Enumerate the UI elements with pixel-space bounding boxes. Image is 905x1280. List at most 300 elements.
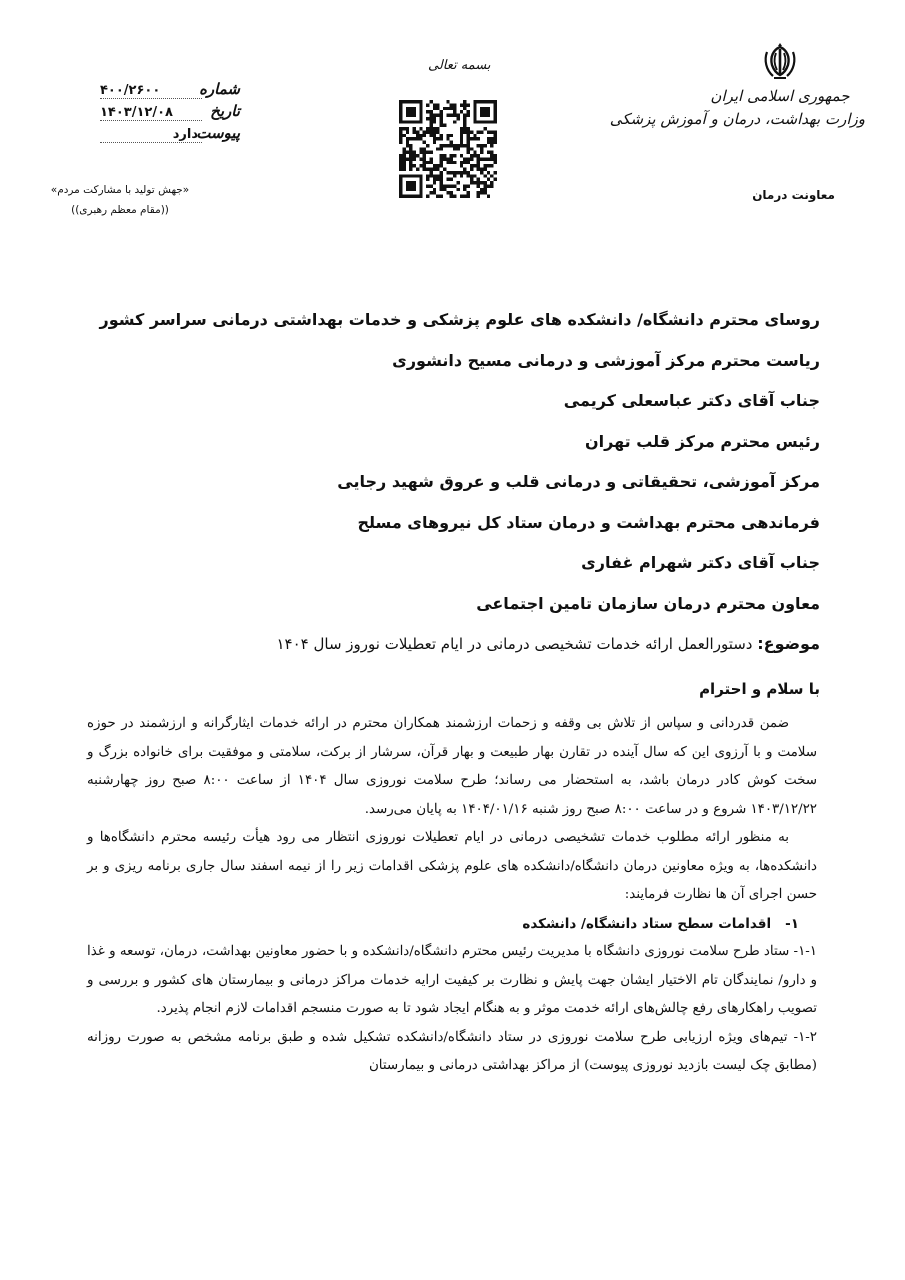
qr-module: [473, 151, 476, 154]
qr-module: [463, 114, 466, 117]
qr-module: [433, 107, 436, 110]
qr-module: [450, 178, 453, 181]
letter-number-row: [100, 80, 240, 102]
qr-module: [406, 151, 409, 154]
qr-module: [460, 130, 463, 133]
qr-module: [490, 130, 493, 133]
qr-module: [487, 151, 490, 154]
qr-module: [409, 144, 412, 147]
qr-module: [453, 154, 456, 157]
qr-module: [467, 137, 470, 140]
qr-module: [413, 154, 416, 157]
qr-module: [463, 103, 466, 106]
qr-module: [436, 178, 439, 181]
qr-module: [413, 164, 416, 167]
qr-module: [494, 157, 497, 160]
qr-module: [460, 137, 463, 140]
letter-date-label: تاریخ: [210, 102, 240, 120]
qr-module: [463, 130, 466, 133]
qr-module: [460, 195, 463, 198]
qr-module: [450, 144, 453, 147]
qr-module: [456, 188, 459, 191]
qr-module: [423, 130, 426, 133]
qr-module: [436, 114, 439, 117]
qr-module: [467, 151, 470, 154]
qr-module: [409, 168, 412, 171]
qr-module: [440, 134, 443, 137]
qr-module: [433, 141, 436, 144]
qr-module: [423, 157, 426, 160]
qr-module: [483, 144, 486, 147]
qr-module: [480, 171, 483, 174]
qr-module: [402, 168, 405, 171]
qr-module: [429, 171, 432, 174]
qr-module: [453, 147, 456, 150]
qr-module: [480, 191, 483, 194]
qr-module: [477, 181, 480, 184]
qr-module: [480, 157, 483, 160]
qr-module: [487, 137, 490, 140]
qr-module: [423, 161, 426, 164]
qr-module: [433, 174, 436, 177]
qr-module: [480, 151, 483, 154]
qr-module: [463, 161, 466, 164]
qr-module: [446, 184, 449, 187]
qr-module: [470, 168, 473, 171]
qr-module: [423, 168, 426, 171]
qr-module: [456, 171, 459, 174]
qr-module: [480, 147, 483, 150]
qr-module: [433, 103, 436, 106]
qr-module: [436, 147, 439, 150]
qr-module: [450, 184, 453, 187]
qr-module: [494, 141, 497, 144]
qr-module: [463, 168, 466, 171]
qr-module: [426, 103, 429, 106]
qr-module: [399, 130, 402, 133]
qr-module: [433, 127, 436, 130]
qr-module: [467, 130, 470, 133]
qr-module: [426, 195, 429, 198]
qr-module: [467, 191, 470, 194]
qr-module: [409, 137, 412, 140]
qr-module: [399, 154, 402, 157]
qr-module: [460, 174, 463, 177]
qr-module: [429, 100, 432, 103]
qr-module: [467, 141, 470, 144]
letter-date-value: ۱۴۰۳/۱۲/۰۸: [100, 105, 202, 121]
section-title: اقدامات سطح ستاد دانشگاه/ دانشکده: [522, 915, 772, 932]
qr-module: [467, 171, 470, 174]
qr-module: [453, 195, 456, 198]
qr-module: [433, 137, 436, 140]
letter-meta: [100, 80, 240, 146]
qr-module: [453, 107, 456, 110]
qr-module: [483, 168, 486, 171]
recipient: جناب آقای دکتر عباسعلی کریمی: [563, 391, 820, 410]
qr-module: [443, 154, 446, 157]
qr-module: [440, 120, 443, 123]
qr-module: [443, 168, 446, 171]
qr-module: [409, 154, 412, 157]
qr-module: [433, 114, 436, 117]
qr-module: [490, 174, 493, 177]
qr-module: [487, 171, 490, 174]
qr-module: [409, 161, 412, 164]
qr-module: [423, 147, 426, 150]
qr-module: [436, 168, 439, 171]
qr-module: [440, 124, 443, 127]
qr-module: [456, 144, 459, 147]
qr-module: [487, 195, 490, 198]
qr-module: [429, 184, 432, 187]
qr-module: [490, 151, 493, 154]
qr-module: [467, 157, 470, 160]
qr-module: [409, 157, 412, 160]
qr-module: [399, 164, 402, 167]
qr-module: [426, 144, 429, 147]
qr-module: [440, 178, 443, 181]
recipient: مرکز آموزشی، تحقیقاتی و درمانی قلب و عروق شهید رجایی: [337, 472, 820, 491]
qr-module: [473, 134, 476, 137]
qr-module: [402, 161, 405, 164]
qr-module: [453, 114, 456, 117]
qr-module: [440, 110, 443, 113]
qr-module: [433, 134, 436, 137]
qr-module: [436, 127, 439, 130]
qr-module: [490, 157, 493, 160]
qr-module: [433, 188, 436, 191]
qr-module: [426, 174, 429, 177]
qr-module: [494, 171, 497, 174]
deputy-office: معاونت درمان: [752, 188, 835, 202]
qr-module: [463, 100, 466, 103]
qr-module: [494, 154, 497, 157]
qr-module: [477, 168, 480, 171]
qr-module: [426, 117, 429, 120]
ministry-name: وزارت بهداشت، درمان و آموزش پزشکی: [609, 110, 865, 128]
qr-module: [426, 168, 429, 171]
qr-module: [460, 164, 463, 167]
qr-module: [429, 191, 432, 194]
qr-module: [413, 137, 416, 140]
qr-module: [473, 137, 476, 140]
list-item: ۱-۲- تیم‌های ویژه ارزیابی طرح سلامت نوروزی در ستاد دانشگاه/دانشکده تشکیل شده و طبق برنامه مشخص به صورت روزانه (مطابق چک لیست بازدید نوروزی پیوست) از مراکز بهداشتی درمانی و بیمارستان: [87, 1029, 817, 1073]
qr-module: [419, 157, 422, 160]
qr-module: [409, 151, 412, 154]
qr-module: [480, 168, 483, 171]
qr-module: [460, 171, 463, 174]
qr-module: [463, 171, 466, 174]
qr-module: [423, 141, 426, 144]
qr-module: [402, 151, 405, 154]
qr-module: [453, 120, 456, 123]
qr-module: [406, 141, 409, 144]
qr-module: [440, 137, 443, 140]
qr-module: [470, 157, 473, 160]
letter-attachment-value: دارد: [100, 127, 202, 143]
qr-module: [416, 137, 419, 140]
qr-module: [446, 178, 449, 181]
qr-module: [406, 157, 409, 160]
qr-module: [433, 178, 436, 181]
qr-module: [470, 164, 473, 167]
qr-module: [470, 147, 473, 150]
recipients-list: [80, 300, 820, 664]
qr-module: [426, 130, 429, 133]
qr-module: [480, 144, 483, 147]
qr-module: [402, 134, 405, 137]
qr-module: [436, 130, 439, 133]
qr-module: [463, 117, 466, 120]
qr-module: [470, 154, 473, 157]
qr-module: [446, 134, 449, 137]
qr-module: [446, 191, 449, 194]
qr-module: [416, 134, 419, 137]
qr-module: [463, 195, 466, 198]
qr-module: [477, 161, 480, 164]
qr-module: [463, 120, 466, 123]
government-name: جمهوری اسلامی ایران: [710, 87, 850, 105]
qr-module: [423, 134, 426, 137]
section-number: ۱-: [785, 915, 799, 932]
qr-module: [477, 144, 480, 147]
qr-module: [463, 127, 466, 130]
qr-module: [467, 184, 470, 187]
qr-module: [483, 127, 486, 130]
qr-module: [440, 184, 443, 187]
qr-module: [409, 147, 412, 150]
recipient: ریاست محترم مرکز آموزشی و درمانی مسیح دانشوری: [392, 350, 820, 370]
qr-module: [477, 137, 480, 140]
qr-module: [480, 181, 483, 184]
qr-module: [477, 184, 480, 187]
qr-module: [463, 107, 466, 110]
qr-module: [436, 103, 439, 106]
qr-module: [426, 127, 429, 130]
qr-module: [440, 171, 443, 174]
qr-module: [477, 157, 480, 160]
qr-module: [402, 157, 405, 160]
qr-module: [483, 191, 486, 194]
qr-module: [490, 154, 493, 157]
qr-module: [473, 181, 476, 184]
letter-attachment-label: پیوست: [196, 124, 240, 142]
subject-line: [80, 624, 820, 664]
qr-module: [446, 107, 449, 110]
qr-module: [406, 137, 409, 140]
qr-module: [467, 134, 470, 137]
qr-module: [443, 157, 446, 160]
qr-module: [487, 164, 490, 167]
qr-module: [446, 144, 449, 147]
qr-module: [440, 114, 443, 117]
qr-module: [443, 188, 446, 191]
qr-module: [450, 114, 453, 117]
qr-module: [440, 161, 443, 164]
qr-module: [480, 188, 483, 191]
qr-module: [477, 195, 480, 198]
qr-module: [443, 124, 446, 127]
qr-module: [460, 161, 463, 164]
qr-module: [446, 171, 449, 174]
slogan: [40, 180, 200, 220]
qr-module: [406, 144, 409, 147]
qr-module: [433, 191, 436, 194]
letter-body: [87, 710, 817, 1081]
qr-module: [440, 144, 443, 147]
qr-module: [419, 147, 422, 150]
qr-module: [416, 154, 419, 157]
letter-date-row: [100, 102, 240, 124]
qr-module: [467, 110, 470, 113]
qr-module: [440, 195, 443, 198]
qr-module: [436, 137, 439, 140]
recipient: فرماندهی محترم بهداشت و درمان ستاد کل نیروهای مسلح: [357, 512, 820, 532]
qr-module: [426, 110, 429, 113]
qr-module: [443, 144, 446, 147]
qr-module: [467, 195, 470, 198]
qr-module: [463, 188, 466, 191]
qr-module: [416, 168, 419, 171]
qr-module: [490, 184, 493, 187]
qr-module: [440, 147, 443, 150]
qr-module: [399, 161, 402, 164]
qr-module: [402, 154, 405, 157]
qr-module: [473, 154, 476, 157]
qr-module: [477, 191, 480, 194]
qr-module: [470, 181, 473, 184]
qr-module: [490, 137, 493, 140]
qr-module: [450, 134, 453, 137]
qr-module: [477, 154, 480, 157]
qr-module: [429, 120, 432, 123]
letter-number-value: ۴۰۰/۲۶۰۰: [100, 83, 202, 99]
qr-module: [460, 144, 463, 147]
qr-module: [399, 157, 402, 160]
qr-module: [413, 157, 416, 160]
qr-module: [419, 164, 422, 167]
qr-module: [460, 154, 463, 157]
slogan-quote: «جهش تولید با مشارکت مردم»: [50, 184, 190, 196]
qr-module: [463, 124, 466, 127]
recipient: معاون محترم درمان سازمان تامین اجتماعی: [476, 593, 820, 613]
qr-module: [490, 141, 493, 144]
qr-module: [450, 171, 453, 174]
qr-module: [453, 144, 456, 147]
qr-module: [406, 130, 409, 133]
iran-emblem-icon: [761, 40, 799, 82]
qr-module: [446, 100, 449, 103]
qr-module: [429, 168, 432, 171]
qr-module: [473, 164, 476, 167]
qr-module: [450, 103, 453, 106]
qr-module: [443, 184, 446, 187]
qr-module: [450, 191, 453, 194]
qr-module: [399, 134, 402, 137]
recipient: جناب آقای دکتر شهرام غفاری: [581, 553, 820, 572]
qr-module: [446, 161, 449, 164]
qr-module: [440, 174, 443, 177]
qr-code-icon: [396, 100, 500, 198]
qr-module: [483, 188, 486, 191]
qr-module: [453, 103, 456, 106]
qr-module: [487, 184, 490, 187]
qr-module: [429, 134, 432, 137]
qr-module: [463, 184, 466, 187]
qr-module: [487, 178, 490, 181]
body-paragraph: به منظور ارائه مطلوب خدمات تشخیصی درمانی در ایام تعطیلات نوروزی انتظار می رود هیأت رئیسه محترم دانشگاه‌ها و دانشکده‌ها، به ویژه معاونین درمان دانشگاه/دانشکده های علوم پزشکی اقدامات زیر را از نیمه اسفند سال جاری برنامه ریزی و بر حسن اجرای آن ها نظارت فرمایند:: [87, 830, 817, 902]
qr-module: [450, 141, 453, 144]
qr-module: [494, 178, 497, 181]
greeting: با سلام و احترام: [699, 680, 820, 698]
qr-module: [426, 178, 429, 181]
qr-module: [460, 103, 463, 106]
qr-module: [480, 130, 483, 133]
qr-module: [460, 127, 463, 130]
letter-attachment-row: [100, 124, 240, 146]
qr-module: [399, 141, 402, 144]
qr-module: [433, 168, 436, 171]
qr-module: [450, 161, 453, 164]
qr-module: [433, 164, 436, 167]
qr-module: [429, 124, 432, 127]
qr-module: [429, 114, 432, 117]
qr-module: [409, 164, 412, 167]
slogan-attribution: ((مقام معظم رهبری)): [71, 204, 169, 216]
qr-module: [460, 134, 463, 137]
qr-module: [490, 181, 493, 184]
qr-module: [399, 127, 402, 130]
qr-module: [446, 114, 449, 117]
qr-module: [477, 178, 480, 181]
qr-module: [440, 181, 443, 184]
qr-module: [419, 137, 422, 140]
subject-label: موضوع:: [757, 634, 820, 653]
qr-module: [416, 130, 419, 133]
qr-module: [429, 174, 432, 177]
qr-module: [463, 144, 466, 147]
qr-module: [487, 130, 490, 133]
qr-module: [436, 195, 439, 198]
qr-module: [443, 107, 446, 110]
qr-module: [433, 181, 436, 184]
qr-module: [473, 174, 476, 177]
body-paragraph: ضمن قدردانی و سپاس از تلاش بی وقفه و زحمات ارزشمند همکاران محترم در ارائه خدمات ایثارگرانه و ارزشمند در حوزه سلامت و با آرزوی این که سال آینده در تقارن بهار طبیعت و بهار قرآن، سرشار از برکت، سلامتی و موفقیت برای خانواده بزرگ و سخت کوش کادر درمان باشد، به استحضار می رساند؛ طرح سلامت نوروزی سال ۱۴۰۴ از ساعت ۸:۰۰ صبح روز چهارشنبه ۱۴۰۳/۱۲/۲۲ شروع و در ساعت ۸:۰۰ صبح روز شنبه ۱۴۰۴/۰۱/۱۶ به پایان می‌رسد.: [87, 716, 817, 817]
qr-module: [477, 130, 480, 133]
recipient: روسای محترم دانشگاه/ دانشکده های علوم پزشکی و خدمات بهداشتی درمانی سراسر کشور: [99, 310, 820, 329]
qr-module: [440, 157, 443, 160]
bismillah: بسمه تعالی: [428, 58, 491, 73]
qr-module: [429, 161, 432, 164]
qr-module: [483, 157, 486, 160]
qr-module: [453, 171, 456, 174]
qr-module: [490, 164, 493, 167]
qr-module: [494, 161, 497, 164]
qr-module: [436, 174, 439, 177]
qr-module: [470, 174, 473, 177]
letterhead: [609, 40, 865, 130]
qr-module: [446, 157, 449, 160]
qr-module: [450, 195, 453, 198]
qr-module: [433, 130, 436, 133]
qr-module: [463, 157, 466, 160]
qr-module: [467, 161, 470, 164]
qr-module: [429, 130, 432, 133]
qr-module: [453, 161, 456, 164]
qr-module: [467, 114, 470, 117]
qr-module: [429, 117, 432, 120]
